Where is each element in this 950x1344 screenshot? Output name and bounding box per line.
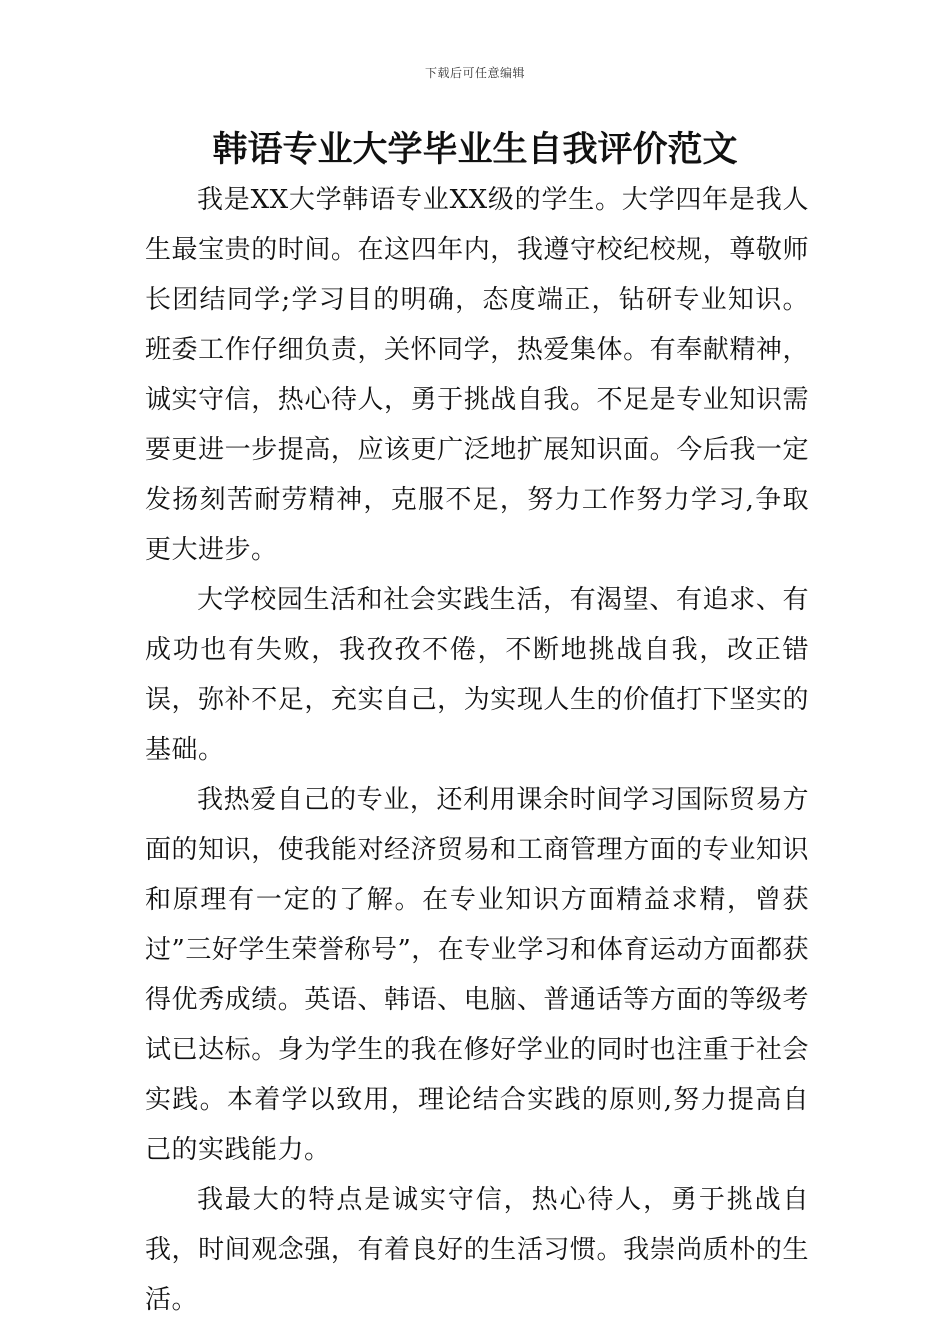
document-title: 韩语专业大学毕业生自我评价范文 <box>212 130 738 170</box>
paragraph-3: 我热爱自己的专业，还利用课余时间学习国际贸易方面的知识，使我能对经济贸易和工商管理方面的专业知识和原理有一定的了解。在专业知识方面精益求精，曾获过”三好学生荣誉称号”，在专业学习和体育运动方面都获得优秀成绩。英语、韩语、电脑、普通话等方面的等级考试已达标。身为学生的我在修好学业的同时也注重于社会实践。本着学以致用，理论结合实践的原则,努力提高自己的实践能力。 <box>145 785 809 1165</box>
paragraph-2: 大学校园生活和社会实践生活，有渴望、有追求、有成功也有失败，我孜孜不倦，不断地挑战自我，改正错误，弥补不足，充实自己，为实现人生的价值打下坚实的基础。 <box>145 585 809 765</box>
paragraph-1: 我是XX大学韩语专业XX级的学生。大学四年是我人生最宝贵的时间。在这四年内，我遵守校纪校规，尊敬师长团结同学;学习目的明确，态度端正，钻研专业知识。班委工作仔细负责，关怀同学，热爱集体。有奉献精神，诚实守信，热心待人，勇于挑战自我。不足是专业知识需要更进一步提高，应该更广泛地扩展知识面。今后我一定发扬刻苦耐劳精神，克服不足，努力工作努力学习,争取更大进步。 <box>145 185 809 565</box>
header-note: 下载后可任意编辑 <box>424 66 525 80</box>
paragraph-4: 我最大的特点是诚实守信，热心待人，勇于挑战自我，时间观念强，有着良好的生活习惯。我崇尚质朴的生活。 <box>145 1185 809 1315</box>
document-body <box>145 175 809 1325</box>
